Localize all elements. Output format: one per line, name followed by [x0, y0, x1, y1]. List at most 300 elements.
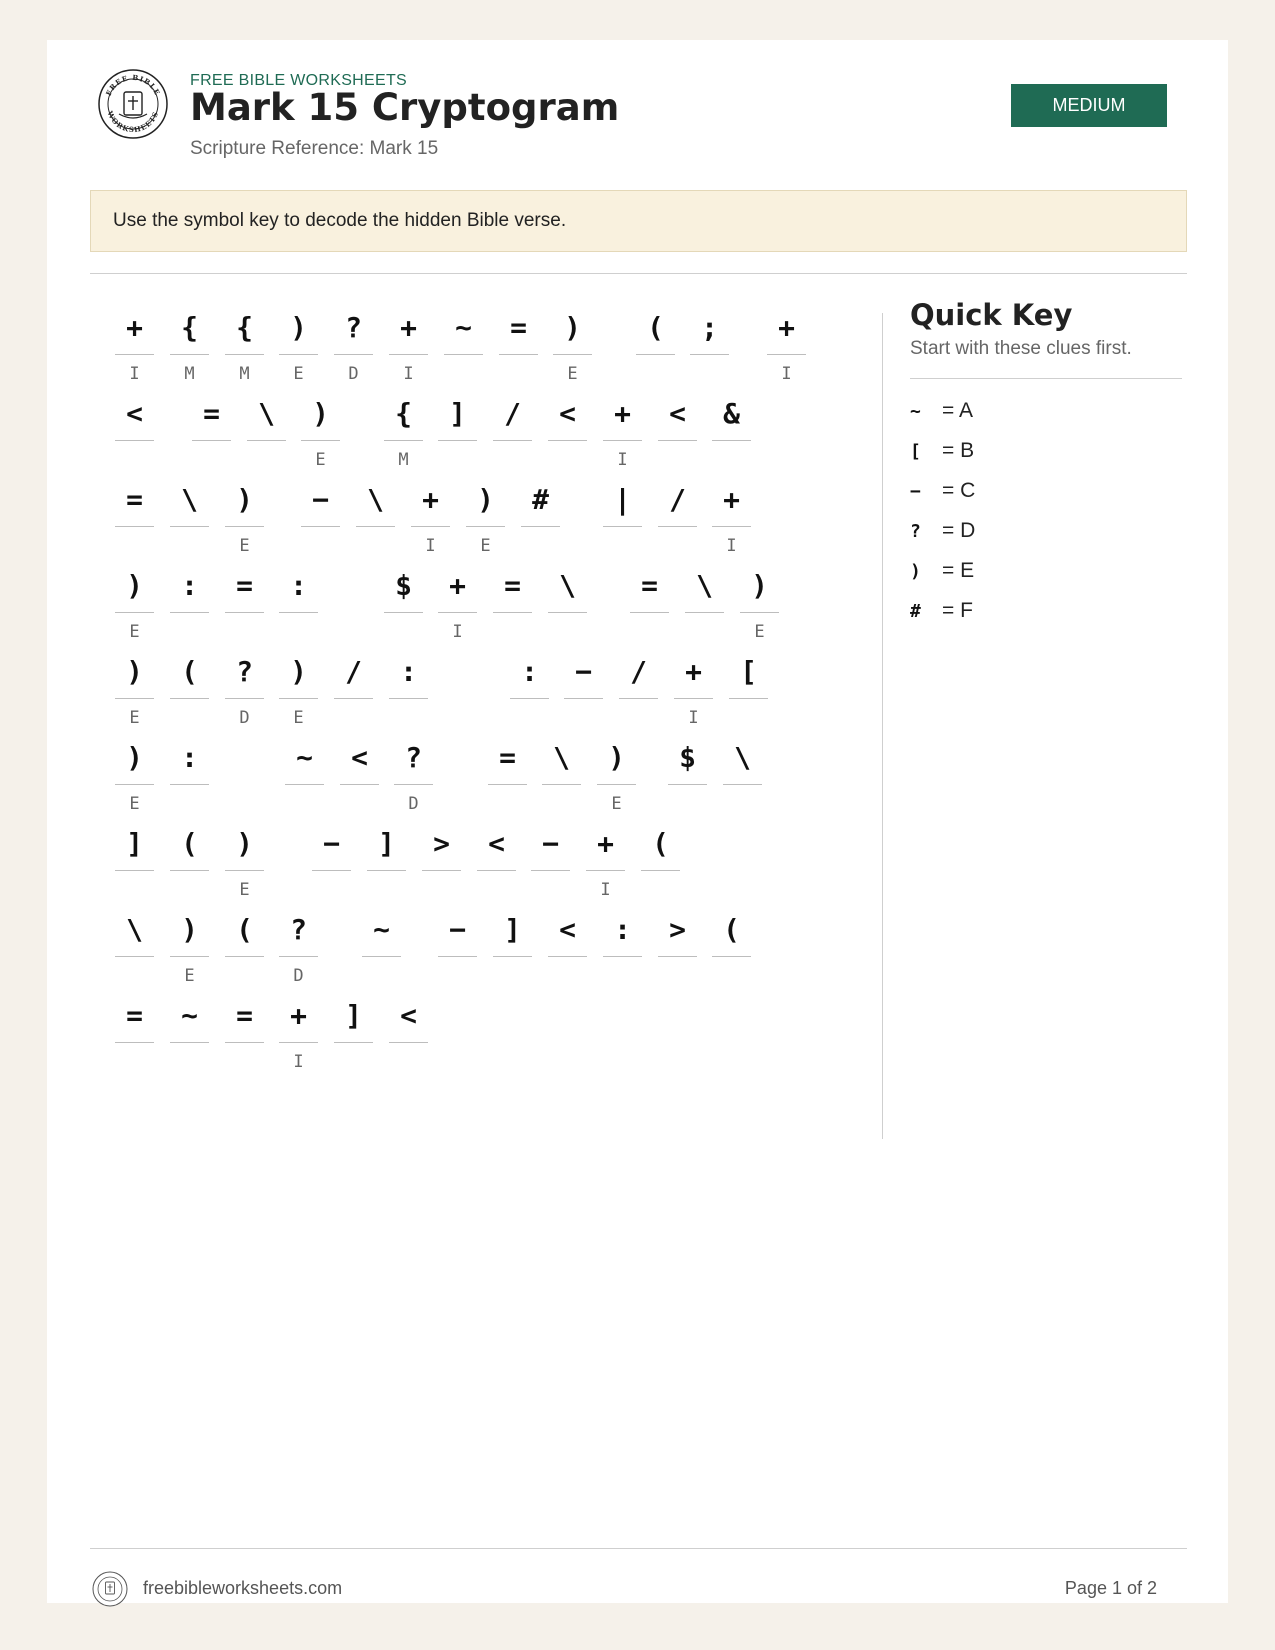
cipher-cell: [279, 644, 318, 730]
cipher-symbol: ): [236, 827, 253, 860]
key-letter: = E: [942, 559, 975, 582]
cipher-cell: [384, 558, 423, 644]
answer-blank: [603, 440, 642, 441]
cipher-cell: [630, 558, 669, 644]
instructions-text: Use the symbol key to decode the hidden Bible verse.: [113, 210, 567, 231]
cipher-symbol: ?: [405, 741, 422, 774]
cryptogram-puzzle: [115, 300, 875, 1074]
cipher-cell: [225, 472, 264, 558]
cipher-symbol: ?: [345, 311, 362, 344]
cipher-symbol: +: [449, 569, 466, 602]
quick-key-item: [910, 551, 1182, 591]
divider: [90, 273, 1187, 274]
cipher-symbol: +: [614, 397, 631, 430]
cipher-cell: [499, 300, 538, 386]
cipher-cell: [658, 472, 697, 558]
letter-hint: D: [293, 966, 304, 986]
cipher-symbol: <: [559, 913, 576, 946]
cipher-cell: [411, 472, 450, 558]
answer-blank: [619, 698, 658, 699]
cipher-symbol: −: [449, 913, 466, 946]
cipher-symbol: <: [126, 397, 143, 430]
cipher-symbol: +: [422, 483, 439, 516]
cipher-symbol: =: [510, 311, 527, 344]
cipher-cell: [334, 644, 373, 730]
answer-blank: [712, 440, 751, 441]
answer-blank: [411, 526, 450, 527]
cipher-symbol: \: [367, 483, 384, 516]
answer-blank: [170, 1042, 209, 1043]
cipher-symbol: /: [630, 655, 647, 688]
letter-hint: D: [348, 364, 359, 384]
cipher-symbol: +: [778, 311, 795, 344]
answer-blank: [384, 612, 423, 613]
key-symbol: ~: [910, 400, 921, 422]
puzzle-row: [115, 988, 875, 1074]
answer-blank: [729, 698, 768, 699]
cipher-cell: [115, 816, 154, 902]
cipher-cell: [225, 988, 264, 1074]
cipher-cell: [564, 644, 603, 730]
answer-blank: [548, 956, 587, 957]
answer-blank: [279, 354, 318, 355]
key-symbol: #: [910, 600, 921, 622]
letter-hint: D: [408, 794, 419, 814]
cipher-cell: [438, 558, 477, 644]
answer-blank: [389, 1042, 428, 1043]
answer-blank: [279, 698, 318, 699]
letter-hint: I: [293, 1052, 304, 1072]
cipher-cell: [225, 300, 264, 386]
answer-blank: [225, 354, 264, 355]
answer-blank: [225, 956, 264, 957]
worksheets-logo-icon: [97, 68, 169, 140]
answer-blank: [279, 612, 318, 613]
cipher-cell: [690, 300, 729, 386]
key-symbol: ): [910, 560, 921, 582]
letter-hint: I: [452, 622, 463, 642]
cipher-symbol: ?: [290, 913, 307, 946]
key-symbol: [: [910, 440, 921, 462]
key-symbol: ?: [910, 520, 921, 542]
cipher-symbol: (: [236, 913, 253, 946]
cipher-cell: [170, 730, 209, 816]
answer-blank: [115, 1042, 154, 1043]
answer-blank: [641, 870, 680, 871]
cipher-symbol: (: [181, 827, 198, 860]
cipher-cell: [553, 300, 592, 386]
answer-blank: [444, 354, 483, 355]
quick-key-item: [910, 591, 1182, 631]
letter-hint: E: [129, 794, 140, 814]
cipher-symbol: >: [433, 827, 450, 860]
answer-blank: [170, 956, 209, 957]
cipher-cell: [356, 472, 395, 558]
cipher-symbol: +: [723, 483, 740, 516]
cipher-cell: [115, 644, 154, 730]
answer-blank: [285, 784, 324, 785]
cipher-symbol: ~: [455, 311, 472, 344]
puzzle-row: [115, 816, 875, 902]
letter-hint: I: [600, 880, 611, 900]
letter-hint: E: [611, 794, 622, 814]
cipher-symbol: ): [290, 655, 307, 688]
cipher-symbol: :: [290, 569, 307, 602]
cipher-cell: [466, 472, 505, 558]
answer-blank: [225, 1042, 264, 1043]
quick-key-subtitle: Start with these clues first.: [910, 338, 1132, 359]
cipher-symbol: \: [559, 569, 576, 602]
cipher-symbol: <: [400, 999, 417, 1032]
answer-blank: [367, 870, 406, 871]
answer-blank: [438, 956, 477, 957]
quick-key-item: [910, 511, 1182, 551]
cipher-symbol: −: [312, 483, 329, 516]
cipher-cell: [597, 730, 636, 816]
answer-blank: [493, 956, 532, 957]
cipher-symbol: :: [181, 569, 198, 602]
answer-blank: [225, 526, 264, 527]
cipher-cell: [723, 730, 762, 816]
letter-hint: I: [688, 708, 699, 728]
answer-blank: [493, 612, 532, 613]
letter-hint: I: [403, 364, 414, 384]
worksheet-page: [47, 40, 1228, 1603]
answer-blank: [115, 526, 154, 527]
answer-blank: [170, 612, 209, 613]
logo-text-bottom: WORKSHEETS: [105, 109, 161, 135]
cipher-cell: [312, 816, 351, 902]
cipher-symbol: ]: [504, 913, 521, 946]
cipher-symbol: $: [679, 741, 696, 774]
answer-blank: [225, 698, 264, 699]
answer-blank: [334, 1042, 373, 1043]
divider: [910, 378, 1182, 379]
puzzle-row: [115, 386, 875, 472]
letter-hint: M: [239, 364, 250, 384]
letter-hint: E: [754, 622, 765, 642]
answer-blank: [603, 526, 642, 527]
answer-blank: [115, 870, 154, 871]
cipher-symbol: −: [323, 827, 340, 860]
answer-blank: [170, 526, 209, 527]
cipher-cell: [225, 902, 264, 988]
answer-blank: [630, 612, 669, 613]
puzzle-row: [115, 558, 875, 644]
answer-blank: [493, 440, 532, 441]
cipher-cell: [548, 902, 587, 988]
cipher-cell: [477, 816, 516, 902]
cipher-cell: [389, 300, 428, 386]
answer-blank: [312, 870, 351, 871]
key-letter: = F: [942, 599, 973, 622]
cipher-cell: [301, 386, 340, 472]
answer-blank: [170, 784, 209, 785]
cipher-cell: [674, 644, 713, 730]
cipher-cell: [488, 730, 527, 816]
cipher-symbol: =: [126, 999, 143, 1032]
cipher-cell: [115, 558, 154, 644]
cipher-cell: [394, 730, 433, 816]
cipher-symbol: =: [126, 483, 143, 516]
cipher-symbol: (: [723, 913, 740, 946]
answer-blank: [115, 784, 154, 785]
cipher-cell: [334, 988, 373, 1074]
cipher-cell: [279, 558, 318, 644]
answer-blank: [597, 784, 636, 785]
cipher-cell: [279, 902, 318, 988]
cipher-symbol: ): [236, 483, 253, 516]
quick-key-item: [910, 471, 1182, 511]
answer-blank: [225, 612, 264, 613]
answer-blank: [767, 354, 806, 355]
cipher-symbol: <: [351, 741, 368, 774]
cipher-symbol: \: [696, 569, 713, 602]
cipher-cell: [225, 644, 264, 730]
answer-blank: [531, 870, 570, 871]
cipher-cell: [170, 816, 209, 902]
page-title: Mark 15 Cryptogram: [190, 86, 620, 129]
answer-blank: [301, 526, 340, 527]
cipher-symbol: ): [290, 311, 307, 344]
cipher-cell: [444, 300, 483, 386]
cipher-symbol: +: [400, 311, 417, 344]
cipher-cell: [712, 902, 751, 988]
cipher-symbol: ?: [236, 655, 253, 688]
cipher-cell: [603, 472, 642, 558]
cipher-cell: [225, 816, 264, 902]
letter-hint: E: [239, 880, 250, 900]
cipher-symbol: :: [614, 913, 631, 946]
cipher-symbol: ): [477, 483, 494, 516]
footer-divider: [90, 1548, 1187, 1549]
cipher-cell: [192, 386, 231, 472]
answer-blank: [636, 354, 675, 355]
cipher-symbol: \: [258, 397, 275, 430]
letter-hint: E: [293, 708, 304, 728]
cipher-cell: [740, 558, 779, 644]
answer-blank: [384, 440, 423, 441]
answer-blank: [499, 354, 538, 355]
answer-blank: [279, 956, 318, 957]
cipher-symbol: ]: [449, 397, 466, 430]
letter-hint: I: [617, 450, 628, 470]
cipher-symbol: \: [181, 483, 198, 516]
cipher-cell: [285, 730, 324, 816]
answer-blank: [542, 784, 581, 785]
cipher-cell: [170, 558, 209, 644]
cipher-symbol: =: [641, 569, 658, 602]
letter-hint: M: [184, 364, 195, 384]
answer-blank: [115, 354, 154, 355]
answer-blank: [301, 440, 340, 441]
cipher-cell: [279, 988, 318, 1074]
cipher-cell: [170, 300, 209, 386]
cipher-symbol: ]: [126, 827, 143, 860]
cipher-cell: [301, 472, 340, 558]
cipher-symbol: ): [126, 655, 143, 688]
key-letter: = C: [942, 479, 976, 502]
answer-blank: [115, 612, 154, 613]
answer-blank: [356, 526, 395, 527]
quick-key-item: [910, 431, 1182, 471]
cipher-symbol: ): [181, 913, 198, 946]
cipher-symbol: \: [126, 913, 143, 946]
cipher-symbol: +: [290, 999, 307, 1032]
puzzle-row: [115, 902, 875, 988]
answer-blank: [170, 698, 209, 699]
cipher-cell: [767, 300, 806, 386]
cipher-symbol: {: [236, 311, 253, 344]
cipher-cell: [279, 300, 318, 386]
letter-hint: I: [425, 536, 436, 556]
cipher-cell: [367, 816, 406, 902]
letter-hint: E: [293, 364, 304, 384]
cipher-symbol: {: [181, 311, 198, 344]
cipher-cell: [170, 988, 209, 1074]
cipher-symbol: :: [181, 741, 198, 774]
cipher-cell: [170, 644, 209, 730]
cipher-symbol: <: [488, 827, 505, 860]
puzzle-row: [115, 730, 875, 816]
letter-hint: E: [480, 536, 491, 556]
cipher-cell: [115, 386, 154, 472]
cipher-symbol: >: [669, 913, 686, 946]
letter-hint: M: [398, 450, 409, 470]
answer-blank: [225, 870, 264, 871]
cipher-symbol: /: [345, 655, 362, 688]
cipher-cell: [658, 902, 697, 988]
cipher-cell: [531, 816, 570, 902]
answer-blank: [389, 698, 428, 699]
answer-blank: [603, 956, 642, 957]
cipher-symbol: ): [126, 741, 143, 774]
answer-blank: [690, 354, 729, 355]
quick-key-list: [910, 391, 1182, 631]
answer-blank: [170, 354, 209, 355]
answer-blank: [564, 698, 603, 699]
cipher-symbol: ]: [378, 827, 395, 860]
cipher-cell: [493, 558, 532, 644]
cipher-symbol: =: [236, 569, 253, 602]
cipher-symbol: ): [608, 741, 625, 774]
answer-blank: [422, 870, 461, 871]
header: [47, 40, 1228, 190]
cipher-cell: [668, 730, 707, 816]
letter-hint: E: [567, 364, 578, 384]
footer-website: freebibleworksheets.com: [143, 1578, 343, 1598]
answer-blank: [362, 956, 401, 957]
cipher-cell: [170, 902, 209, 988]
cipher-cell: [603, 386, 642, 472]
cipher-symbol: ~: [296, 741, 313, 774]
answer-blank: [247, 440, 286, 441]
cipher-symbol: ~: [373, 913, 390, 946]
cipher-symbol: :: [400, 655, 417, 688]
cipher-symbol: ;: [701, 311, 718, 344]
cipher-cell: [438, 386, 477, 472]
answer-blank: [488, 784, 527, 785]
difficulty-badge: MEDIUM: [1011, 84, 1167, 127]
cipher-symbol: [: [740, 655, 757, 688]
cipher-cell: [115, 902, 154, 988]
key-letter: = B: [942, 439, 975, 462]
page-number: Page 1 of 2: [1064, 1578, 1157, 1598]
puzzle-row: [115, 300, 875, 386]
cipher-symbol: ): [312, 397, 329, 430]
cipher-cell: [548, 386, 587, 472]
cipher-symbol: +: [597, 827, 614, 860]
cipher-symbol: (: [647, 311, 664, 344]
logo-text-top: FREE BIBLE: [103, 72, 163, 98]
cipher-cell: [115, 730, 154, 816]
answer-blank: [334, 698, 373, 699]
quick-key-panel: [910, 298, 1182, 631]
cipher-cell: [729, 644, 768, 730]
answer-blank: [115, 698, 154, 699]
letter-hint: E: [184, 966, 195, 986]
cipher-symbol: <: [669, 397, 686, 430]
answer-blank: [389, 354, 428, 355]
cipher-cell: [340, 730, 379, 816]
cipher-cell: [493, 386, 532, 472]
cipher-symbol: =: [203, 397, 220, 430]
cipher-symbol: #: [532, 483, 549, 516]
cipher-cell: [641, 816, 680, 902]
cipher-symbol: :: [521, 655, 538, 688]
letter-hint: E: [129, 622, 140, 642]
answer-blank: [658, 440, 697, 441]
letter-hint: E: [315, 450, 326, 470]
cipher-symbol: ): [126, 569, 143, 602]
cipher-symbol: <: [559, 397, 576, 430]
key-letter: = A: [942, 399, 973, 422]
key-letter: = D: [942, 519, 976, 542]
cipher-cell: [636, 300, 675, 386]
answer-blank: [115, 956, 154, 957]
answer-blank: [477, 870, 516, 871]
cipher-cell: [658, 386, 697, 472]
cipher-symbol: (: [652, 827, 669, 860]
answer-blank: [438, 440, 477, 441]
cipher-symbol: (: [181, 655, 198, 688]
cipher-cell: [548, 558, 587, 644]
answer-blank: [466, 526, 505, 527]
answer-blank: [712, 956, 751, 957]
answer-blank: [521, 526, 560, 527]
letter-hint: I: [129, 364, 140, 384]
cipher-cell: [362, 902, 401, 988]
letter-hint: E: [129, 708, 140, 728]
letter-hint: I: [781, 364, 792, 384]
answer-blank: [668, 784, 707, 785]
cipher-symbol: =: [236, 999, 253, 1032]
answer-blank: [438, 612, 477, 613]
answer-blank: [685, 612, 724, 613]
cipher-symbol: +: [685, 655, 702, 688]
letter-hint: E: [239, 536, 250, 556]
cipher-cell: [510, 644, 549, 730]
cipher-symbol: ): [751, 569, 768, 602]
cipher-cell: [521, 472, 560, 558]
key-symbol: −: [910, 480, 921, 502]
cipher-cell: [247, 386, 286, 472]
cipher-cell: [542, 730, 581, 816]
cipher-symbol: +: [126, 311, 143, 344]
cipher-symbol: $: [395, 569, 412, 602]
cipher-cell: [115, 472, 154, 558]
letter-hint: I: [726, 536, 737, 556]
